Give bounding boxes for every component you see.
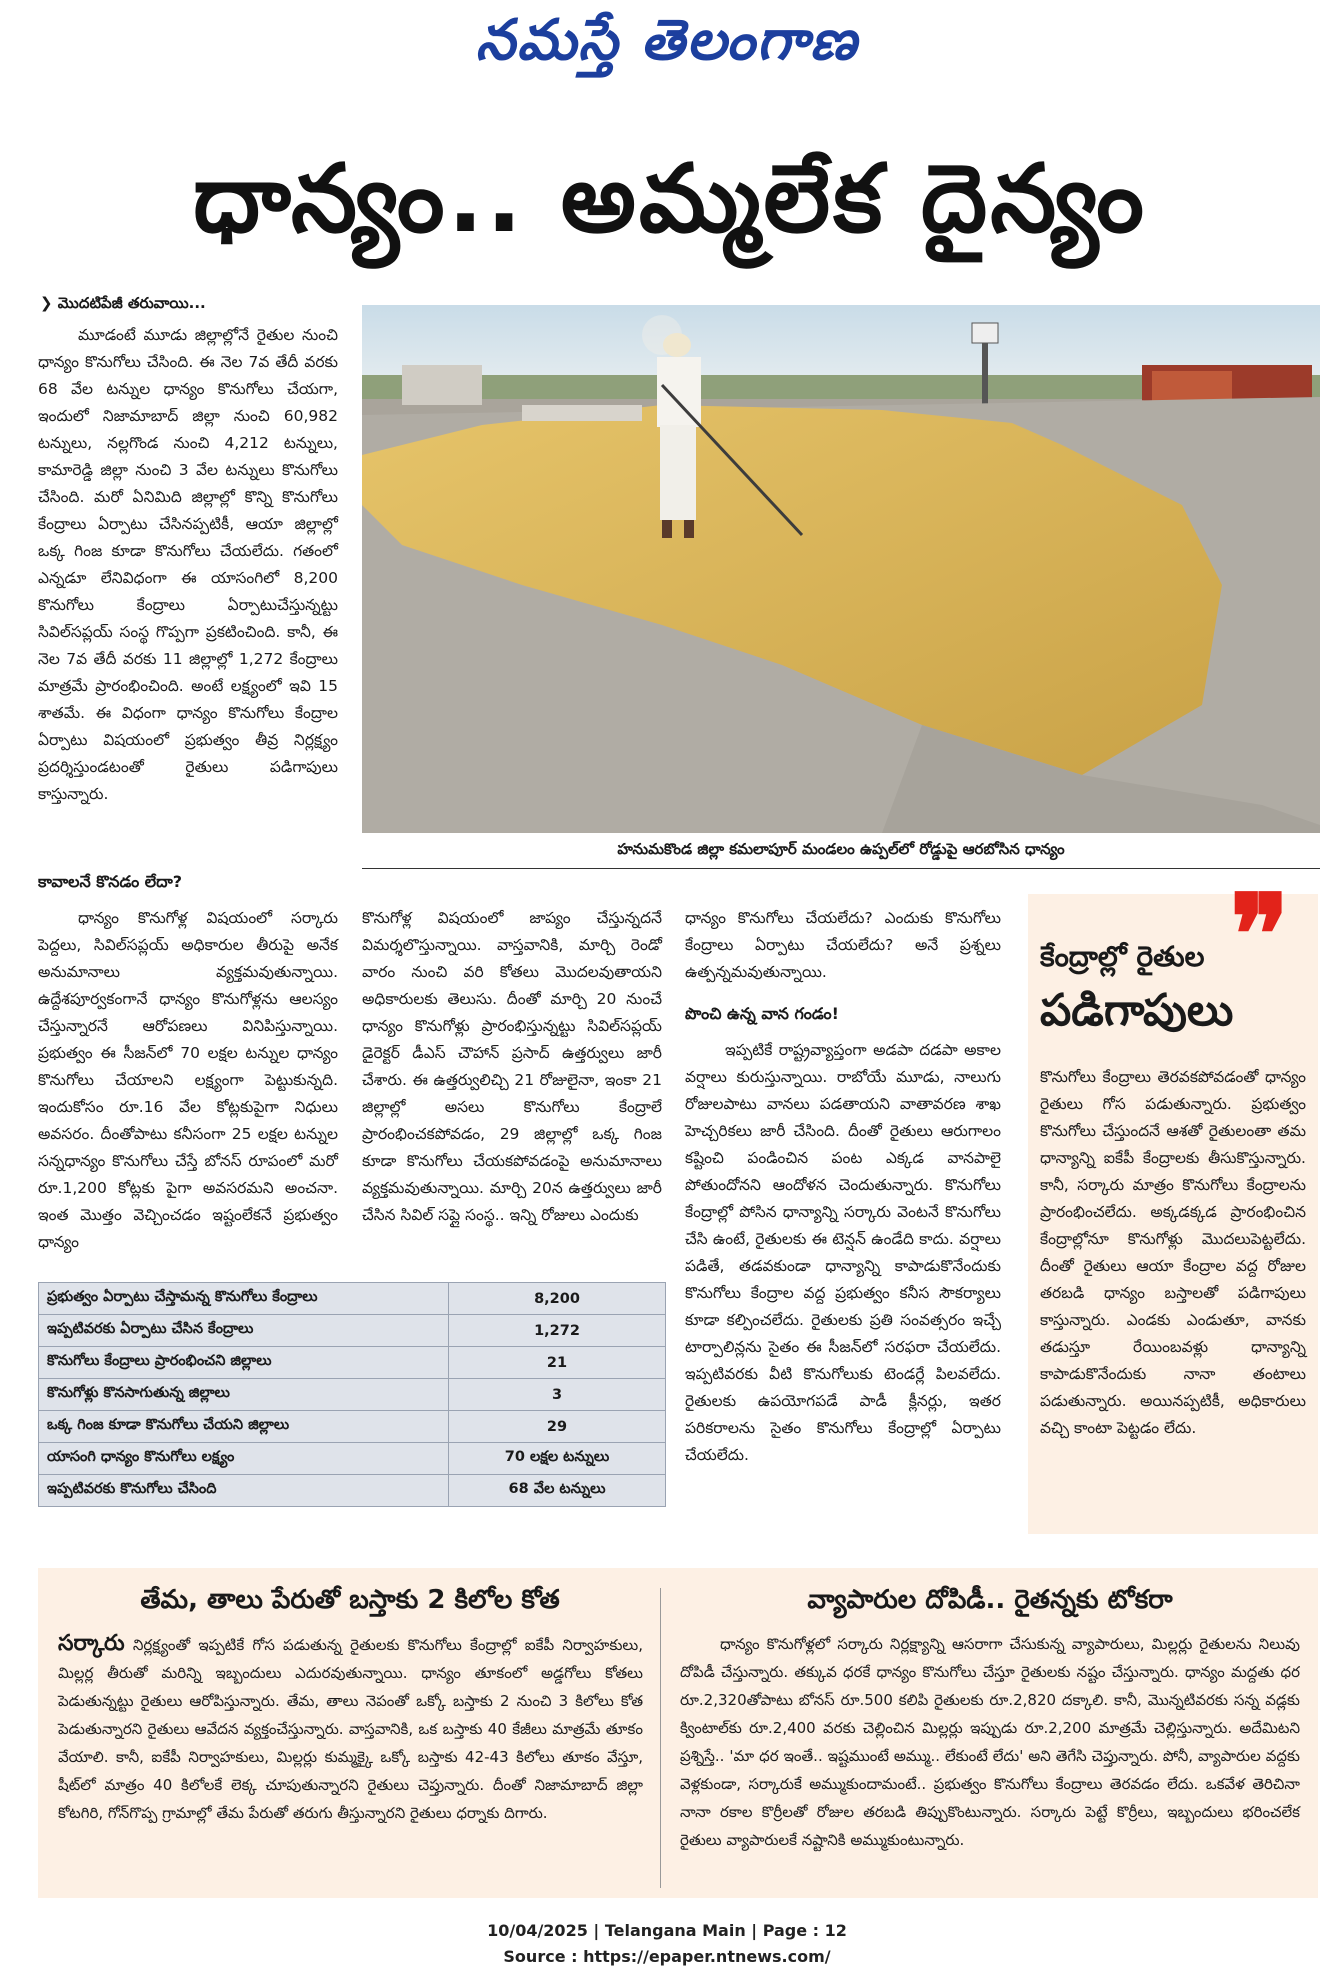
subhead-rain: పొంచి ఉన్న వాన గండం! — [685, 1004, 839, 1023]
stats-value: 1,272 — [449, 1315, 666, 1347]
quote-body: కొనుగోలు కేంద్రాలు తెరవకపోవడంతో ధాన్యం రైతులు గోస పడుతున్నారు. ప్రభుత్వం కొనుగోలు చేస్తుందనే ఆశతో రైతులంతా తమ ధాన్యాన్ని ఐకేపీ కేంద్రాలకు తీసుకొస్తున్నారు. కానీ, సర్కారు మాత్రం కొనుగోలు కేంద్రాలను ప్రారంభించలేదు. అక్కడక్కడ ప్రారంభించిన కేంద్రాల్లోనూ కొనుగోళ్లు మొదలుపెట్టలేదు. దీంతో రైతులు ఆయా కేంద్రాల వద్ద రోజుల తరబడి ధాన్యం బస్తాలతో పడిగాపులు కాస్తున్నారు. ఎండకు ఎండుతూ, వానకు తడుస్తూ రేయింబవళ్లు ధాన్యాన్ని కాపాడుకొనేందుకు నానా తంటాలు పడుతున్నారు. అయినప్పటికీ, అధికారులు వచ్చి కాంటా పెట్టడం లేదు. — [1040, 1068, 1306, 1437]
headline: ధాన్యం.. అమ్మలేక దైన్యం — [193, 145, 1147, 254]
bottom-right-body — [680, 1630, 1300, 1854]
stats-row — [39, 1475, 666, 1507]
stats-label: ఇప్పటివరకు ఏర్పాటు చేసిన కేంద్రాలు — [39, 1315, 449, 1347]
stats-value: 3 — [449, 1379, 666, 1411]
quote-title-line1: కేంద్రాల్లో రైతుల — [1040, 940, 1205, 973]
jump-text: మొదటిపేజీ తరువాయి... — [57, 294, 206, 312]
stats-table — [38, 1282, 666, 1507]
bottom-left-title: తేమ, తాలు పేరుతో బస్తాకు 2 కిలోల కోత — [140, 1585, 560, 1615]
stats-value: 70 లక్షల టన్నులు — [449, 1443, 666, 1475]
jump-line — [40, 294, 206, 316]
footer — [0, 1918, 1334, 1970]
masthead-logo: నమస్తే తెలంగాణ — [475, 8, 859, 73]
column-2 — [362, 905, 662, 1229]
intro-column — [38, 322, 338, 808]
column-1 — [38, 905, 338, 1256]
stats-value: 29 — [449, 1411, 666, 1443]
bottom-left-text: నిర్లక్ష్యంతో ఇప్పటికే గోస పడుతున్న రైతులకు కొనుగోలు కేంద్రాల్లో ఐకేపీ నిర్వాహకులు, మిల్లర్ల తీరుతో మరిన్ని ఇబ్బందులు ఎదురవుతున్నాయి. ధాన్యం తూకంలో అడ్డగోలు కోతలు పెడుతున్నట్టు రైతులు ఆరోపిస్తున్నారు. తేమ, తాలు నెపంతో ఒక్కో బస్తాకు 2 నుంచి 3 కిలోలు కోత పెడుతున్నారని రైతులు ఆవేదన వ్యక్తంచేస్తున్నారు. వాస్తవానికి, ఒక బస్తాకు 40 కేజీలు మాత్రమే తూకం వేయాలి. కానీ, ఐకేపీ నిర్వాహకులు, మిల్లర్లు కుమ్మక్కై ఒక్కో బస్తాకు 42-43 కిలోలు తూకం వేస్తూ, షీట్‌లో మాత్రం 40 కిలోలకే లెక్క చూపుతున్నారని రైతులు చెప్తున్నారు. దీంతో నిజామాబాద్ జిల్లా కోటగిరి, గోన్‌గొప్ప గ్రామాల్లో తేమ పేరుతో తరుగు తీస్తున్నారని రైతులు ధర్నాకు దిగారు. — [58, 1636, 643, 1822]
stats-value: 8,200 — [449, 1283, 666, 1315]
bottom-right-title: వ్యాపారుల దోపిడీ.. రైతన్నకు టోకరా — [807, 1585, 1173, 1615]
stats-row — [39, 1315, 666, 1347]
bottom-left-lead: సర్కారు — [58, 1631, 125, 1656]
column-3-bottom-text: ఇప్పటికే రాష్ట్రవ్యాప్తంగా అడపా దడపా అకాల వర్షాలు కురుస్తున్నాయి. రాబోయే మూడు, నాలుగు రోజులపాటు వానలు పడతాయని వాతావరణ శాఖ హెచ్చరికలు జారీ చేసింది. దీంతో రైతులు ఆరుగాలం కష్టించి పండించిన పంట ఎక్కడ వానపాలై పోతుందోనని ఆందోళన చెందుతున్నారు. కొనుగోలు కేంద్రాల్లో పోసిన ధాన్యాన్ని సర్కారు వెంటనే కొనుగోలు చేసి ఉంటే, రైతులకు ఈ టెన్షన్ ఉండేది కాదు. వర్షాలు పడితే, తడవకుండా ధాన్యాన్ని కాపాడుకొనేందుకు కొనుగోలు కేంద్రాల వద్ద ప్రభుత్వం కనీస సౌకర్యాలు కూడా కల్పించలేదు. రైతులకు ప్రతి సంవత్సరం ఇచ్చే టార్పాలిన్లను సైతం ఈ సీజన్‌లో సరఫరా చేయలేదు. ఇప్పటివరకు వీటి కొనుగోలుకు టెండర్లే పిలవలేదు. రైతులకు ఉపయోగపడే పాడీ క్లీనర్లు, ఇతర పరికరాలను సైతం కొనుగోలు కేంద్రాల్లో ఏర్పాటు చేయలేదు. — [685, 1041, 1001, 1464]
stats-label: యాసంగి ధాన్యం కొనుగోలు లక్ష్యం — [39, 1443, 449, 1475]
stats-label: ఒక్క గింజ కూడా కొనుగోలు చేయని జిల్లాలు — [39, 1411, 449, 1443]
stats-label: కొనుగోళ్లు కొనసాగుతున్న జిల్లాలు — [39, 1379, 449, 1411]
bottom-divider — [660, 1588, 661, 1888]
stats-value: 21 — [449, 1347, 666, 1379]
photo-caption: హనుమకొండ జిల్లా కమలాపూర్ మండలం ఉప్పల్‌లో రోడ్డుపై ఆరబోసిన ధాన్యం — [362, 840, 1320, 869]
stats-label: ఇప్పటివరకు కొనుగోలు చేసింది — [39, 1475, 449, 1507]
column-3-top-text: ధాన్యం కొనుగోలు చేయలేదు? ఎందుకు కొనుగోలు కేంద్రాలు ఏర్పాటు చేయలేదు? అనే ప్రశ్నలు ఉత్పన్నమవుతున్నాయి. — [685, 909, 1001, 981]
quote-title-line2: పడిగాపులు — [1040, 985, 1234, 1036]
stats-row — [39, 1443, 666, 1475]
footer-date-line: 10/04/2025 | Telangana Main | Page : 12 — [487, 1921, 847, 1940]
column-1-text: ధాన్యం కొనుగోళ్ల విషయంలో సర్కారు పెద్దలు, సివిల్‌సప్లయ్ అధికారుల తీరుపై అనేక అనుమానాలు వ్యక్తమవుతున్నాయి. ఉద్దేశపూర్వకంగానే ధాన్యం కొనుగోళ్లను ఆలస్యం చేస్తున్నారనే ఆరోపణలు వినిపిస్తున్నాయి. ప్రభుత్వం ఈ సీజన్‌లో 70 లక్షల టన్నుల ధాన్యం కొనుగోలు చేయాలని లక్ష్యంగా పెట్టుకున్నది. ఇందుకోసం రూ.16 వేల కోట్లకుపైగా నిధులు అవసరం. దీంతోపాటు కనీసంగా 25 లక్షల టన్నుల సన్నధాన్యం కొనుగోలు చేస్తే బోనస్ రూపంలో మరో రూ.1,200 కోట్లకు పైగా అవసరమని అంచనా. ఇంత మొత్తం వెచ్చించడం ఇష్టంలేకనే ప్రభుత్వం ధాన్యం — [38, 909, 338, 1251]
bottom-left-body — [58, 1630, 643, 1827]
quote-icon: ❞ — [1230, 870, 1290, 999]
column-3 — [685, 905, 1001, 1469]
stats-label: ప్రభుత్వం ఏర్పాటు చేస్తామన్న కొనుగోలు కేంద్రాలు — [39, 1283, 449, 1315]
column-2-text: కొనుగోళ్ల విషయంలో జాప్యం చేస్తున్నదనే విమర్శలొస్తున్నాయి. వాస్తవానికి, మార్చి రెండో వారం నుంచి వరి కోతలు మొదలవుతాయని అధికారులకు తెలుసు. దీంతో మార్చి 20 నుంచే ధాన్యం కొనుగోళ్లు ప్రారంభిస్తున్నట్టు సివిల్‌సప్లయ్ డైరెక్టర్ డీఎస్ చౌహాన్ ప్రసాద్ ఉత్తర్వులు జారీ చేశారు. ఈ ఉత్తర్వులిచ్చి 21 రోజులైనా, ఇంకా 21 జిల్లాల్లో అసలు కొనుగోలు కేంద్రాలే ప్రారంభించకపోవడం, 29 జిల్లాల్లో ఒక్క గింజ కూడా కొనుగోలు చేయకపోవడంపై అనుమానాలు వ్యక్తమవుతున్నాయి. మార్చి 20న ఉత్తర్వులు జారీ చేసిన సివిల్ సప్లై సంస్థ.. ఇన్ని రోజులు ఎందుకు — [362, 909, 662, 1224]
intro-paragraph: మూడంటే మూడు జిల్లాల్లోనే రైతుల నుంచి ధాన్యం కొనుగోలు చేసింది. ఈ నెల 7వ తేదీ వరకు 68 వేల టన్నుల ధాన్యం కొనుగోలు చేయగా, ఇందులో నిజామాబాద్ జిల్లా నుంచి 60,982 టన్నులు, నల్లగొండ నుంచి 4,212 టన్నులు, కామారెడ్డి జిల్లా నుంచి 3 వేల టన్నులు కొనుగోలు చేసింది. మరో ఏనిమిది జిల్లాల్లో కొన్ని కొనుగోలు కేంద్రాలు ఏర్పాటు చేసినప్పటికీ, ఆయా జిల్లాల్లో ఒక్క గింజ కూడా కొనుగోలు చేయలేదు. గతంలో ఎన్నడూ లేనివిధంగా ఈ యాసంగిలో 8,200 కొనుగోలు కేంద్రాలు ఏర్పాటుచేస్తున్నట్టు సివిల్‌సప్లయ్ సంస్థ గొప్పగా ప్రకటించింది. కానీ, ఈ నెల 7వ తేదీ వరకు 11 జిల్లాల్లో 1,272 కేంద్రాలు మాత్రమే ప్రారంభించింది. అంటే లక్ష్యంలో ఇవి 15 శాతమే. ఈ విధంగా ధాన్యం కొనుగోలు కేంద్రాల ఏర్పాటు విషయంలో ప్రభుత్వం తీవ్ర నిర్లక్ష్యం ప్రదర్శిస్తుండటంతో రైతులు పడిగాపులు కాస్తున్నారు. — [38, 326, 338, 803]
stats-label: కొనుగోలు కేంద్రాలు ప్రారంభించని జిల్లాలు — [39, 1347, 449, 1379]
stats-row — [39, 1379, 666, 1411]
stats-row — [39, 1411, 666, 1443]
subhead-deliberate: కావాలనే కొనడం లేదా? — [38, 872, 183, 891]
stats-value: 68 వేల టన్నులు — [449, 1475, 666, 1507]
stats-row — [39, 1283, 666, 1315]
footer-source-line: Source : https://epaper.ntnews.com/ — [503, 1947, 831, 1966]
bottom-right-text: ధాన్యం కొనుగోళ్లలో సర్కారు నిర్లక్ష్యాన్ని ఆసరాగా చేసుకున్న వ్యాపారులు, మిల్లర్లు రైతులను నిలువు దోపిడీ చేస్తున్నారు. తక్కువ ధరకే ధాన్యం కొనుగోలు చేస్తూ రైతులకు నష్టం చేస్తున్నారు. ధాన్యం మద్దతు ధర రూ.2,320తోపాటు బోనస్ రూ.500 కలిపి రైతులకు రూ.2,820 దక్కాలి. కానీ, మొన్నటివరకు సన్న వడ్లకు క్వింటాల్‌కు రూ.2,400 వరకు చెల్లించిన మిల్లర్లు ఇప్పుడు రూ.2,200 మాత్రమే చెల్లిస్తున్నారు. అదేమిటని ప్రశ్నిస్తే.. 'మా ధర ఇంతే.. ఇష్టముంటే అమ్ము.. లేకుంటే లేదు' అని తెగేసి చెప్తున్నారు. పోనీ, వ్యాపారుల వద్దకు వెళ్లకుండా, సర్కారుకే అమ్ముకుందామంటే.. ప్రభుత్వం కొనుగోలు కేంద్రాలు తెరవడం లేదు. ఒకవేళ తెరిచినా నానా రకాల కొర్రీలతో రోజుల తరబడి తిప్పుకొంటున్నారు. సర్కారు పెట్టే కొర్రీలు, ఇబ్బందులు భరించలేక రైతులు వ్యాపారులకే నష్టానికి అమ్ముకుంటున్నారు. — [680, 1635, 1300, 1849]
news-photo — [362, 305, 1320, 833]
stats-row — [39, 1347, 666, 1379]
arrow-icon: ❯ — [40, 294, 58, 312]
